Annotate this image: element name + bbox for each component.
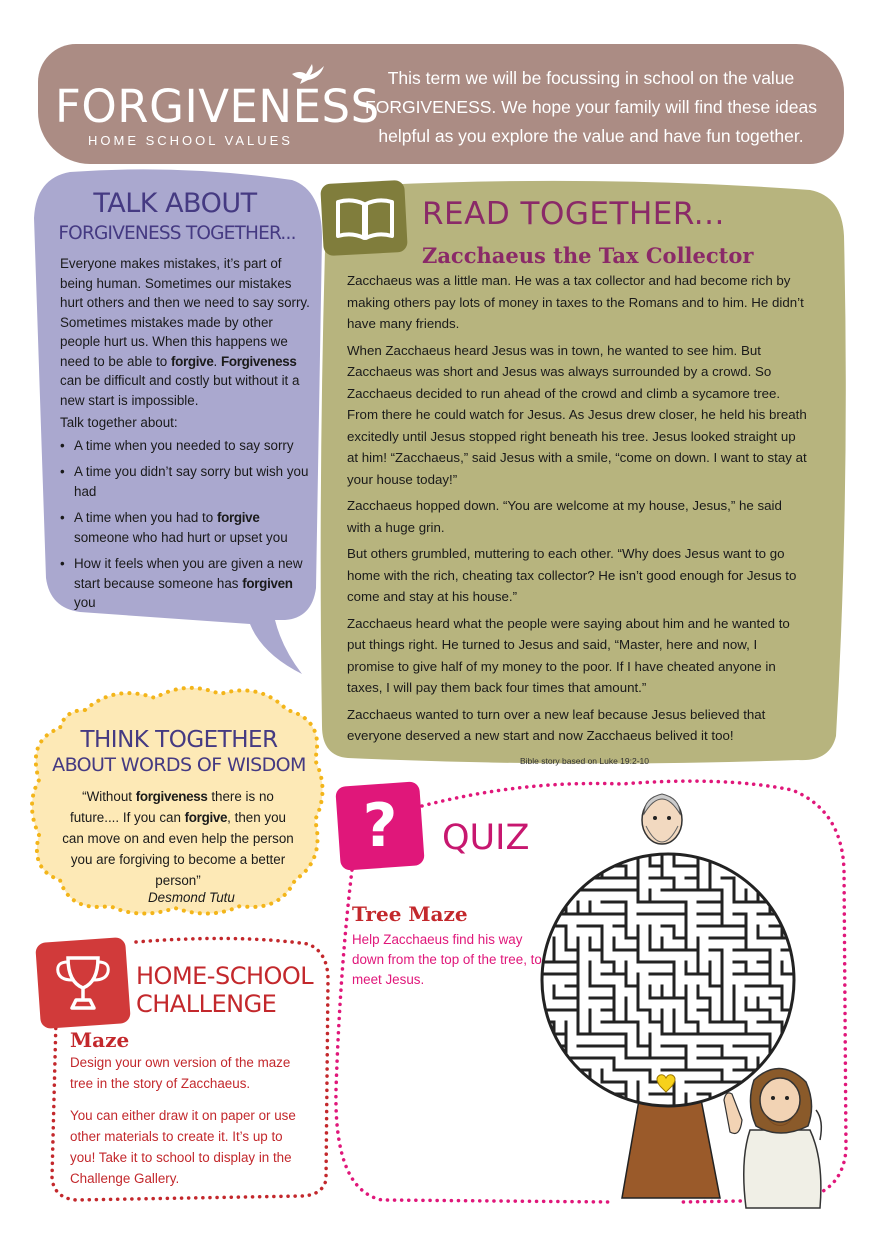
- intro-text: This term we will be focussing in school on the value FORGIVENESS. We hope your family will find these ideas helpful as you explore the value and have fun together.: [365, 68, 817, 146]
- maze-title: Tree Maze: [352, 902, 468, 926]
- challenge-body: [70, 1052, 310, 1200]
- story-paragraph: Zacchaeus was a little man. He was a tax collector and had become rich by making others pay lots of money in taxes to the Romans and to him. He didn’t have many friends.: [347, 273, 804, 331]
- question-mark-icon: ?: [362, 791, 398, 861]
- think-heading: THINK TOGETHER: [80, 727, 278, 753]
- talk-heading: TALK ABOUT: [93, 188, 257, 219]
- talk-list: [60, 436, 310, 613]
- brand-subtitle: HOME SCHOOL VALUES: [88, 133, 293, 148]
- talk-body: [60, 254, 310, 620]
- read-heading: READ TOGETHER...: [422, 196, 725, 232]
- quiz-heading: QUIZ: [442, 818, 530, 858]
- list-item: • A time when you needed to say sorry: [60, 436, 310, 456]
- jesus-figure: [720, 1060, 830, 1210]
- brand-title: FORGIVENESS: [55, 80, 380, 133]
- story-body: [347, 270, 807, 752]
- think-subheading: ABOUT WORDS OF WISDOM: [52, 754, 306, 776]
- maze-instructions: Help Zacchaeus find his way down from the top of the tree, to meet Jesus.: [352, 932, 542, 987]
- list-item: • How it feels when you are given a new start because someone has forgiven you: [60, 554, 310, 613]
- challenge-heading-2: CHALLENGE: [136, 990, 277, 1018]
- story-title: Zacchaeus the Tax Collector: [422, 243, 754, 268]
- story-paragraph: When Zacchaeus heard Jesus was in town, he wanted to see him. But Zacchaeus was short and Jesus was always surrounded by a crowd. So Zacchaeus decided to run ahead of the crowd and climb a sycamore tree. From there he could watch for Jesus. As Jesus drew closer, he held his breath excitedly until Jesus stopped right beneath his tree. Jesus looked straight up at him! “Zacchaeus,” said Jesus with a smile, “come on down. I want to stay at your house today!”: [347, 342, 807, 487]
- zacchaeus-figure: [642, 794, 682, 844]
- talk-subheading: FORGIVENESS TOGETHER...: [58, 223, 296, 244]
- challenge-subheading: Maze: [70, 1028, 130, 1052]
- list-item: • A time when you had to forgive someone who had hurt or upset you: [60, 508, 310, 547]
- talk-paragraph: Everyone makes mistakes, it’s part of being human. Sometimes our mistakes hurt others and then we need to say sorry. Sometimes mistakes made by other people hurt us. When this happens we need to be able to forgive. Forgiveness can be difficult and costly but without it a new start is impossible.: [60, 256, 310, 408]
- story-paragraph: But others grumbled, muttering to each other. “Why does Jesus want to go home with the rich, cheating tax collector? He isn’t good enough for Jesus to come and stay at his house.”: [347, 546, 797, 604]
- open-book-icon: [334, 196, 396, 242]
- dove-icon: [290, 60, 326, 86]
- list-item: • A time you didn’t say sorry but wish you had: [60, 462, 310, 501]
- think-quote: “Without forgiveness there is no future.... If you can forgive, then you can move on and even help the person you are forgiving to become a better person”: [62, 789, 294, 888]
- trophy-icon: [54, 952, 112, 1014]
- quote-author: Desmond Tutu: [148, 890, 235, 905]
- talk-prompt: Talk together about:: [60, 415, 178, 430]
- story-paragraph: Zacchaeus wanted to turn over a new leaf because Jesus believed that everyone deserved a new start and now Zacchaeus belived it too!: [347, 706, 766, 743]
- challenge-paragraph: You can either draw it on paper or use other materials to create it. It’s up to you! Take it to school to display in the Challenge Gallery.: [70, 1108, 296, 1186]
- story-paragraph: Zacchaeus hopped down. “You are welcome at my house, Jesus,” he said with a huge grin.: [347, 498, 782, 535]
- challenge-heading: HOME-SCHOOL: [136, 962, 314, 990]
- challenge-paragraph: Design your own version of the maze tree in the story of Zacchaeus.: [70, 1055, 291, 1091]
- story-credit: Bible story based on Luke 19:2-10: [520, 756, 650, 766]
- story-paragraph: Zacchaeus heard what the people were saying about him and he wanted to put things right. He turned to Jesus and said, “Master, here and now, I promise to give half of my money to the poor. If I have cheated anyone in taxes, I will pay them back four times that amount.”: [347, 615, 790, 695]
